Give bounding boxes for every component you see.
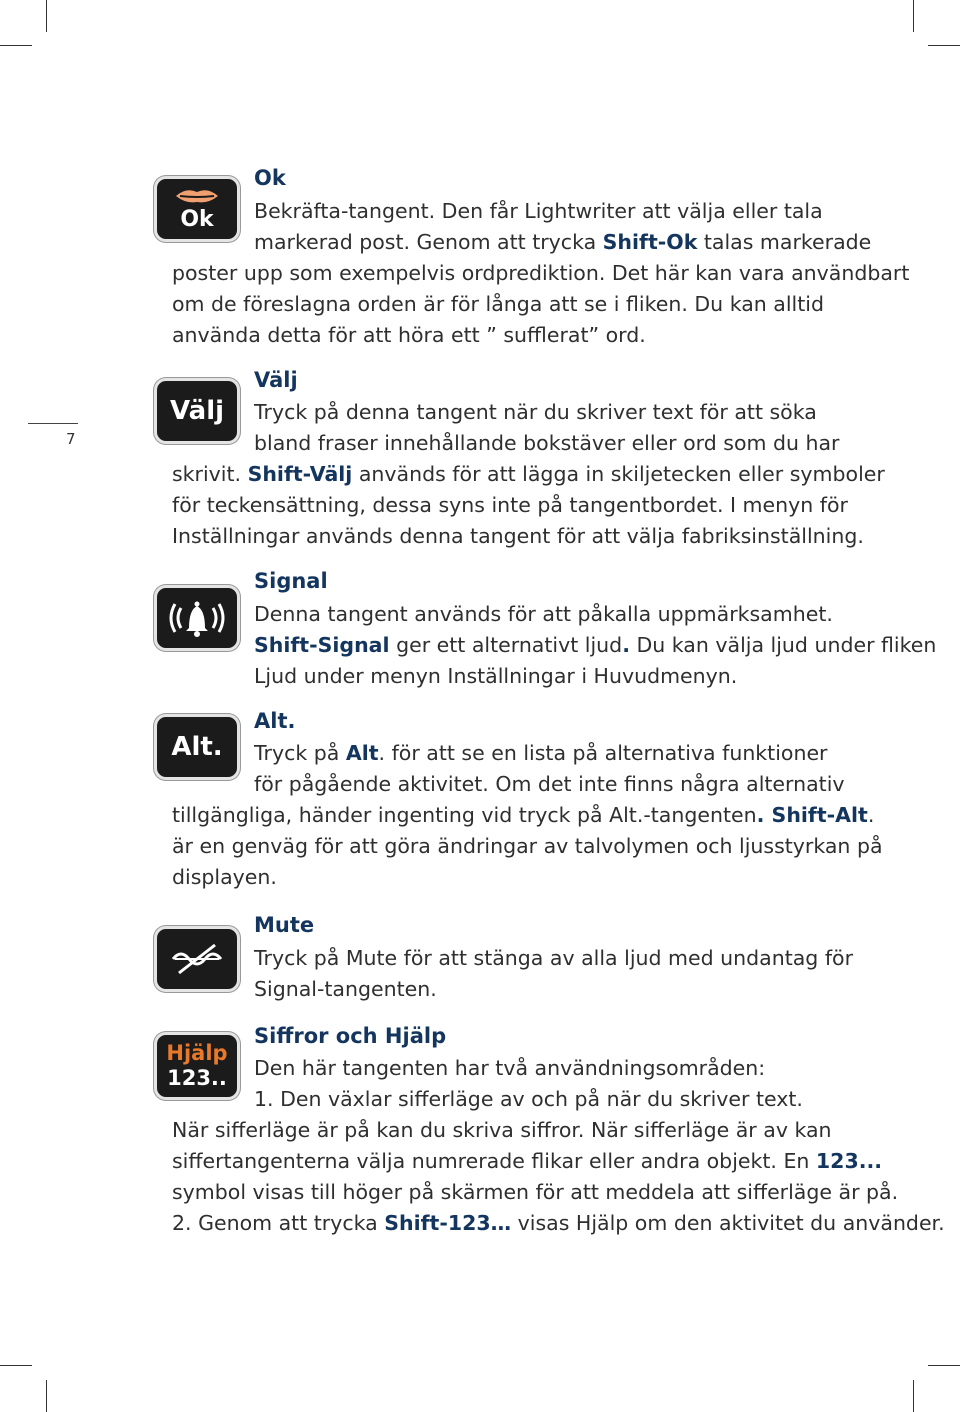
alt-line-5: displayen. xyxy=(172,865,277,889)
help-line-3: När sifferläge är på kan du skriva siffror. När sifferläge är av kan xyxy=(172,1118,832,1142)
alt-key-icon xyxy=(154,714,240,780)
page-number: 7 xyxy=(66,430,76,448)
alt-line-1: Tryck på Alt. för att se en lista på alternativa funktioner xyxy=(254,741,828,765)
valj-title: Välj xyxy=(254,368,298,392)
bell-icon xyxy=(162,596,232,640)
signal-line-1: Denna tangent används för att påkalla uppmärksamhet. xyxy=(254,602,833,626)
crop-mark xyxy=(0,45,32,46)
alt-line-4: är en genväg för att göra ändringar av talvolymen och ljusstyrkan på xyxy=(172,834,883,858)
valj-line-4: för teckensättning, dessa syns inte på tangentbordet. I menyn för xyxy=(172,493,848,517)
ok-line-5: använda detta för att höra ett ” sufflerat” ord. xyxy=(172,323,646,347)
alt-line-2: för pågående aktivitet. Om det inte finns några alternativ xyxy=(254,772,845,796)
ok-title: Ok xyxy=(254,166,286,190)
help-line-1: Den här tangenten har två användningsområden: xyxy=(254,1056,766,1080)
help-line-6: 2. Genom att trycka Shift-123… visas Hjälp om den aktivitet du använder. xyxy=(172,1211,945,1235)
mute-title: Mute xyxy=(254,913,315,937)
valj-line-1: Tryck på denna tangent när du skriver text för att söka xyxy=(254,400,817,424)
crop-mark xyxy=(913,0,914,32)
signal-key-icon xyxy=(154,585,240,651)
help-line-2: 1. Den växlar sifferläge av och på när du skriver text. xyxy=(254,1087,803,1111)
signal-line-2: Shift-Signal ger ett alternativt ljud. Du kan välja ljud under fliken xyxy=(254,633,937,657)
signal-title: Signal xyxy=(254,569,328,593)
page-number-rule xyxy=(28,423,78,424)
ok-line-1: Bekräfta-tangent. Den får Lightwriter att välja eller tala xyxy=(254,199,823,223)
help-key-icon xyxy=(154,1032,240,1100)
mute-line-1: Tryck på Mute för att stänga av alla ljud med undantag för xyxy=(254,946,854,970)
valj-line-5: Inställningar används denna tangent för att välja fabriksinställning. xyxy=(172,524,864,548)
ok-line-2: markerad post. Genom att trycka Shift-Ok talas markerade xyxy=(254,230,872,254)
ok-line-4: om de föreslagna orden är för långa att se i fliken. Du kan alltid xyxy=(172,292,824,316)
help-line-5: symbol visas till höger på skärmen för att meddela att sifferläge är på. xyxy=(172,1180,899,1204)
ok-key-icon xyxy=(154,176,240,242)
mute-icon xyxy=(165,939,229,979)
alt-title: Alt. xyxy=(254,709,296,733)
alt-key-label: Alt. xyxy=(171,732,223,762)
lips-icon xyxy=(174,187,220,205)
alt-line-3: tillgängliga, händer ingenting vid tryck på Alt.-tangenten. Shift-Alt. xyxy=(172,803,875,827)
valj-line-3: skrivit. Shift-Välj används för att lägga in skiljetecken eller symboler xyxy=(172,462,885,486)
crop-mark xyxy=(928,45,960,46)
ok-key-label: Ok xyxy=(180,206,214,232)
crop-mark xyxy=(46,0,47,32)
crop-mark xyxy=(928,1365,960,1366)
valj-key-icon xyxy=(154,378,240,444)
numbers-key-label: 123.. xyxy=(167,1066,227,1090)
mute-key-icon xyxy=(154,926,240,992)
mute-line-2: Signal-tangenten. xyxy=(254,977,437,1001)
help-line-4: siffertangenterna välja numrerade flikar eller andra objekt. En 123... xyxy=(172,1149,883,1173)
crop-mark xyxy=(913,1380,914,1412)
help-title: Siffror och Hjälp xyxy=(254,1024,447,1048)
valj-key-label: Välj xyxy=(169,396,225,426)
ok-line-3: poster upp som exempelvis ordprediktion. Det här kan vara användbart xyxy=(172,261,910,285)
help-key-label: Hjälp xyxy=(166,1041,228,1065)
crop-mark xyxy=(0,1365,32,1366)
crop-mark xyxy=(46,1380,47,1412)
signal-line-3: Ljud under menyn Inställningar i Huvudmenyn. xyxy=(254,664,738,688)
valj-line-2: bland fraser innehållande bokstäver eller ord som du har xyxy=(254,431,840,455)
